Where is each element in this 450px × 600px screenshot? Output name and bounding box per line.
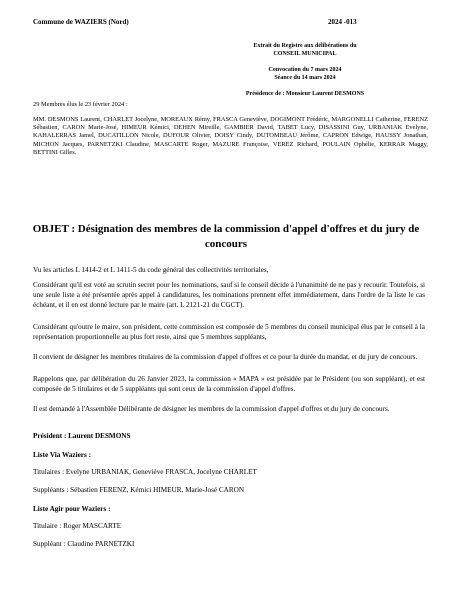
liste-via-title: Liste Via Waziers : — [33, 451, 91, 459]
extract-line-2: CONSEIL MUNICIPAL — [273, 51, 337, 57]
seance-date: Séance du 14 mars 2024 — [274, 75, 336, 81]
paragraph-considerant-1: Considérant qu'il est voté au scrutin secret pour les nominations, sauf si le conseil décide à l'unanimité de ne pas y recourir. Toutefois, si une seule liste a été présentée après appel à candidatures, les nominations prennent effet immédiatement, dans l'ordre de la liste le cas échéant, et il en est donné lecture par le maire (art. L 2121-21 du CGCT). — [33, 281, 425, 309]
deliberation-reference: 2024 -013 — [328, 18, 357, 26]
liste-agir-titulaire: Titulaire : Roger MASCARTE — [33, 522, 122, 530]
liste-via-suppleants: Suppléants : Sébastien FERENZ, Kémici HIMEUR, Marie-José CARON — [33, 486, 245, 494]
paragraph-demande: Il est demandé à l'Assemblée Délibérante de désigner les membres de la commission d'appel d'offres et du jury de concours. — [33, 405, 390, 413]
liste-agir-title: Liste Agir pour Waziers : — [33, 505, 111, 513]
president-line: Président : Laurent DESMONS — [33, 432, 131, 440]
paragraph-convient: Il convient de désigner les membres titulaires de la commission d'appel d'offres et ce pour la durée du mandat, et du jury de concours. — [33, 353, 418, 361]
paragraph-vu: Vu les articles L 1414-2 et L 1411-5 du code général des collectivités territoriales, — [33, 266, 269, 274]
objet-title: OBJET : Désignation des membres de la commission d'appel d'offres et du jury de concours — [32, 223, 420, 250]
members-list: MM. DESMONS Laurent, CHARLET Jocelyne, MOREAUX Rémy, FRASCA Geneviève, DOGIMONT Frédéric, MARGONELLI Catherine, FERENZ Sébastien, CARON Marie-José, HIMEUR Kémici, DEHEN Mireille, GAMBIER David, TABET Lucy, DISASSINI Guy, URBANIAK Evelyne, KAHALERRAS Jamel, DUCATILLON Nicole, DUFOUR Olivier, DOISY Cindy, DUTOMBEAU Jérôme, CAPRON Edwige, HAUSSY Jonathan, MICHON Jacques, PARNETZKI Claudine, MASCARTE Roger, MAZURE Françoise, VEREZ Richard, POULAIN Ophélie, KERRAR Maggy, BETTINI Gilles. — [33, 116, 428, 156]
commune-header: Commune de WAZIERS (Nord) — [33, 18, 129, 26]
extract-line-1: Extrait du Registre aux délibérations du — [253, 43, 357, 49]
convocation-date: Convocation du 7 mars 2024 — [268, 67, 342, 73]
liste-via-titulaires: Titulaires : Evelyne URBANIAK, Geneviève FRASCA, Jocelyne CHARLET — [33, 468, 257, 476]
paragraph-rappelons: Rappelons que, par délibération du 26 Janvier 2023, la commission « MAPA » est présidée par le Président (ou son suppléant), et est composée de 5 titulaires et de 5 suppléants qui sont ceux de la commission d'appel d'offres. — [33, 375, 425, 393]
liste-agir-suppleant: Suppléant : Claudine PARNETZKI — [33, 540, 135, 548]
members-count: 29 Membres élus le 23 février 2024 : — [33, 101, 128, 108]
paragraph-considerant-2: Considérant qu'outre le maire, son président, cette commission est composée de 5 membres du conseil municipal élus par le conseil à la représentation proportionnelle au plus fort reste, ainsi que 5 membres suppléants, — [33, 323, 425, 341]
presidence: Présidence de : Monsieur Laurent DESMONS — [245, 91, 365, 97]
